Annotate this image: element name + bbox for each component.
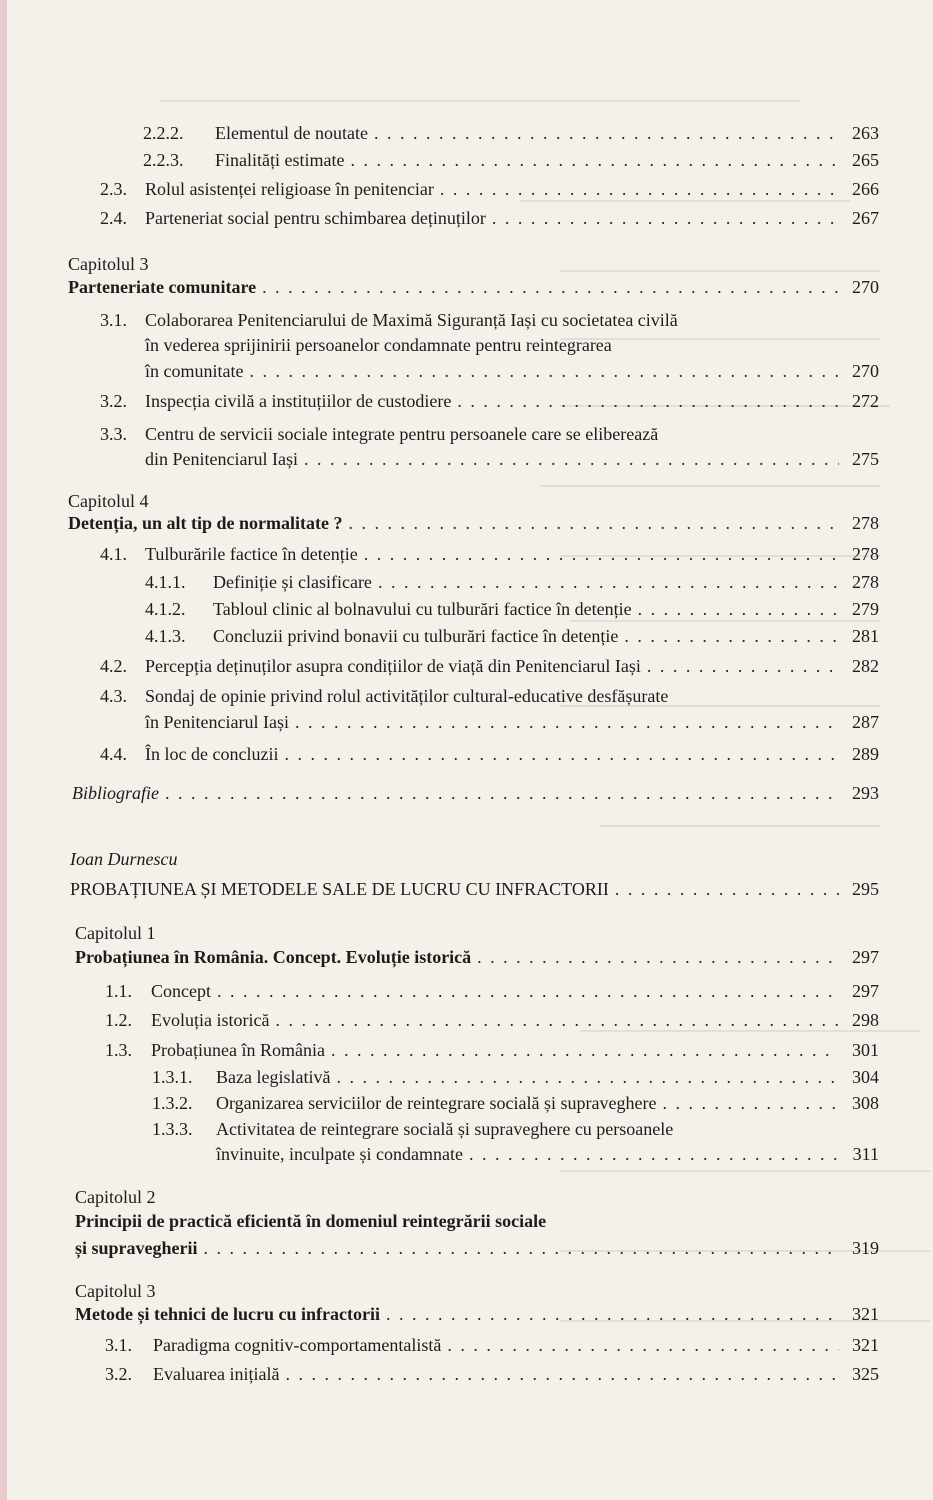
chapter-label: Capitolul 4 xyxy=(68,491,149,511)
entry-title-line2: în vederea sprijinirii persoanelor condamnate pentru reintegrarea xyxy=(145,335,612,355)
toc-entry-continuation xyxy=(145,448,879,470)
entry-number: 1.3. xyxy=(105,1040,132,1060)
entry-title-line2: învinuite, inculpate și condamnate xyxy=(216,1144,463,1164)
dot-leader xyxy=(457,390,839,412)
entry-title: Concept xyxy=(151,981,211,1001)
chapter-heading xyxy=(68,512,879,534)
toc-entry xyxy=(152,1118,879,1140)
part-heading xyxy=(70,878,879,900)
toc-entry xyxy=(100,178,879,200)
entry-page: 272 xyxy=(852,391,879,411)
entry-page: 297 xyxy=(852,981,879,1001)
dot-leader xyxy=(477,946,839,968)
part-title: PROBAȚIUNEA ȘI METODELE SALE DE LUCRU CU INFRACTORII xyxy=(70,879,609,899)
entry-title: În loc de concluzii xyxy=(145,744,279,764)
dot-leader xyxy=(662,1092,839,1114)
chapter-title-line2: și supravegherii xyxy=(75,1238,198,1258)
entry-number: 1.3.2. xyxy=(152,1093,193,1113)
toc-entry xyxy=(100,309,879,331)
entry-number: 1.2. xyxy=(105,1010,132,1030)
entry-page: 282 xyxy=(852,656,879,676)
chapter-label: Capitolul 3 xyxy=(68,254,149,274)
chapter-label: Capitolul 3 xyxy=(75,1281,156,1301)
toc-entry xyxy=(105,1039,879,1061)
dot-leader xyxy=(262,276,839,298)
entry-page: 304 xyxy=(852,1067,879,1087)
toc-entry xyxy=(145,571,879,593)
dot-leader xyxy=(204,1237,839,1259)
chapter-title-line1: Principii de practică eficientă în domeniul reintegrării sociale xyxy=(75,1211,547,1231)
entry-page: 265 xyxy=(852,150,879,170)
chapter-title: Metode și tehnici de lucru cu infractorii xyxy=(75,1304,380,1324)
entry-title-line1: Centru de servicii sociale integrate pentru persoanele care se eliberează xyxy=(145,424,659,444)
entry-title: Definiție și clasificare xyxy=(213,572,372,592)
entry-title-line1: Colaborarea Penitenciarului de Maximă Siguranță Iași cu societatea civilă xyxy=(145,310,678,330)
dot-leader xyxy=(386,1303,839,1325)
toc-entry xyxy=(105,980,879,1002)
chapter-page: 321 xyxy=(852,1304,879,1324)
entry-title-line3: în comunitate xyxy=(145,361,244,381)
entry-page: 281 xyxy=(852,626,879,646)
dot-leader xyxy=(638,598,839,620)
toc-entry xyxy=(100,423,879,445)
chapter-page: 297 xyxy=(852,947,879,967)
chapter-title: Parteneriate comunitare xyxy=(68,277,257,297)
entry-page: 279 xyxy=(852,599,879,619)
dot-leader xyxy=(217,980,839,1002)
entry-title: Inspecția civilă a instituțiilor de custodiere xyxy=(145,391,452,411)
entry-title-line2: în Penitenciarul Iași xyxy=(145,712,289,732)
dot-leader xyxy=(624,625,839,647)
dot-leader xyxy=(348,512,839,534)
entry-page: 267 xyxy=(852,208,879,228)
dot-leader xyxy=(285,1363,839,1385)
toc-entry xyxy=(100,655,879,677)
entry-page: 287 xyxy=(852,712,879,732)
entry-title: Percepția deținuților asupra condițiilor de viață din Penitenciarul Iași xyxy=(145,656,641,676)
chapter-heading xyxy=(75,1237,879,1259)
toc-entry xyxy=(100,207,879,229)
dot-leader xyxy=(336,1066,839,1088)
entry-title: Parteneriat social pentru schimbarea deținuților xyxy=(145,208,486,228)
entry-number: 3.1. xyxy=(100,310,127,330)
dot-leader xyxy=(440,178,839,200)
entry-title-line1: Sondaj de opinie privind rolul activităților cultural-educative desfășurate xyxy=(145,686,669,706)
toc-entry-continuation xyxy=(145,360,879,382)
chapter-heading xyxy=(68,276,879,298)
entry-number: 4.2. xyxy=(100,656,127,676)
entry-title: Tabloul clinic al bolnavului cu tulburări factice în detenție xyxy=(213,599,632,619)
chapter-title: Detenția, un alt tip de normalitate ? xyxy=(68,513,343,533)
toc-entry xyxy=(143,122,879,144)
chapter-page: 278 xyxy=(852,513,879,533)
entry-number: 4.1. xyxy=(100,544,127,564)
entry-page: 266 xyxy=(852,179,879,199)
entry-title-line1: Activitatea de reintegrare socială și supraveghere cu persoanele xyxy=(216,1119,674,1139)
entry-number: 4.1.3. xyxy=(145,626,186,646)
entry-title: Concluzii privind bonavii cu tulburări factice în detenție xyxy=(213,626,619,646)
toc-entry xyxy=(143,149,879,171)
entry-page: 270 xyxy=(852,361,879,381)
entry-title: Tulburările factice în detenție xyxy=(145,544,358,564)
entry-number: 4.3. xyxy=(100,686,127,706)
dot-leader xyxy=(249,360,839,382)
toc-entry xyxy=(105,1334,879,1356)
page-edge xyxy=(0,0,7,1500)
toc-entry xyxy=(100,743,879,765)
entry-page: 308 xyxy=(852,1093,879,1113)
dot-leader xyxy=(364,543,839,565)
toc-entry xyxy=(100,685,879,707)
entry-number: 2.2.2. xyxy=(143,123,184,143)
dot-leader xyxy=(374,122,839,144)
entry-page: 263 xyxy=(852,123,879,143)
entry-page: 321 xyxy=(852,1335,879,1355)
entry-page: 298 xyxy=(852,1010,879,1030)
entry-number: 3.3. xyxy=(100,424,127,444)
entry-number: 4.4. xyxy=(100,744,127,764)
entry-number: 2.3. xyxy=(100,179,127,199)
toc-entry xyxy=(100,390,879,412)
entry-title: Organizarea serviciilor de reintegrare socială și supraveghere xyxy=(216,1093,657,1113)
part-page: 295 xyxy=(852,879,879,899)
dot-leader xyxy=(284,743,839,765)
entry-title: Probațiunea în România xyxy=(151,1040,325,1060)
entry-page: 275 xyxy=(852,449,879,469)
entry-page: 278 xyxy=(852,544,879,564)
entry-title: Paradigma cognitiv-comportamentalistă xyxy=(153,1335,442,1355)
chapter-label: Capitolul 1 xyxy=(75,923,156,943)
toc-entry xyxy=(145,625,879,647)
chapter-label: Capitolul 2 xyxy=(75,1187,156,1207)
dot-leader xyxy=(647,655,839,677)
toc-entry-continuation xyxy=(216,1143,879,1165)
entry-title: Evoluția istorică xyxy=(151,1010,270,1030)
toc-entry-continuation xyxy=(145,711,879,733)
dot-leader xyxy=(165,782,839,804)
toc-entry xyxy=(152,1092,879,1114)
entry-number: 4.1.2. xyxy=(145,599,186,619)
dot-leader xyxy=(447,1334,839,1356)
dot-leader xyxy=(378,571,839,593)
entry-title-line2: din Penitenciarul Iași xyxy=(145,449,298,469)
entry-page: 311 xyxy=(852,1144,879,1164)
toc-entry xyxy=(152,1066,879,1088)
dot-leader xyxy=(304,448,839,470)
entry-title: Elementul de noutate xyxy=(215,123,368,143)
dot-leader xyxy=(615,878,839,900)
bibliography-page: 293 xyxy=(852,783,879,803)
entry-number: 3.2. xyxy=(100,391,127,411)
entry-number: 3.2. xyxy=(105,1364,132,1384)
entry-number: 2.2.3. xyxy=(143,150,184,170)
entry-title: Evaluarea inițială xyxy=(153,1364,280,1384)
entry-number: 3.1. xyxy=(105,1335,132,1355)
entry-page: 301 xyxy=(852,1040,879,1060)
dot-leader xyxy=(492,207,839,229)
entry-number: 2.4. xyxy=(100,208,127,228)
entry-number: 4.1.1. xyxy=(145,572,186,592)
entry-page: 289 xyxy=(852,744,879,764)
bibliography-entry xyxy=(72,782,879,804)
toc-entry xyxy=(100,543,879,565)
entry-number: 1.3.3. xyxy=(152,1119,193,1139)
entry-number: 1.3.1. xyxy=(152,1067,193,1087)
chapter-page: 319 xyxy=(852,1238,879,1258)
toc-entry xyxy=(145,598,879,620)
dot-leader xyxy=(295,711,839,733)
entry-page: 325 xyxy=(852,1364,879,1384)
chapter-page: 270 xyxy=(852,277,879,297)
entry-number: 1.1. xyxy=(105,981,132,1001)
bibliography-title: Bibliografie xyxy=(72,783,159,803)
chapter-heading xyxy=(75,1303,879,1325)
dot-leader xyxy=(331,1039,839,1061)
dot-leader xyxy=(469,1143,839,1165)
dot-leader xyxy=(275,1009,839,1031)
entry-title: Finalități estimate xyxy=(215,150,345,170)
chapter-heading xyxy=(75,946,879,968)
entry-title: Baza legislativă xyxy=(216,1067,331,1087)
toc-entry xyxy=(105,1363,879,1385)
chapter-title: Probațiunea în România. Concept. Evoluție istorică xyxy=(75,947,472,967)
author-name: Ioan Durnescu xyxy=(70,849,178,869)
entry-page: 278 xyxy=(852,572,879,592)
toc-entry xyxy=(105,1009,879,1031)
dot-leader xyxy=(350,149,839,171)
entry-title: Rolul asistenței religioase în penitenciar xyxy=(145,179,434,199)
